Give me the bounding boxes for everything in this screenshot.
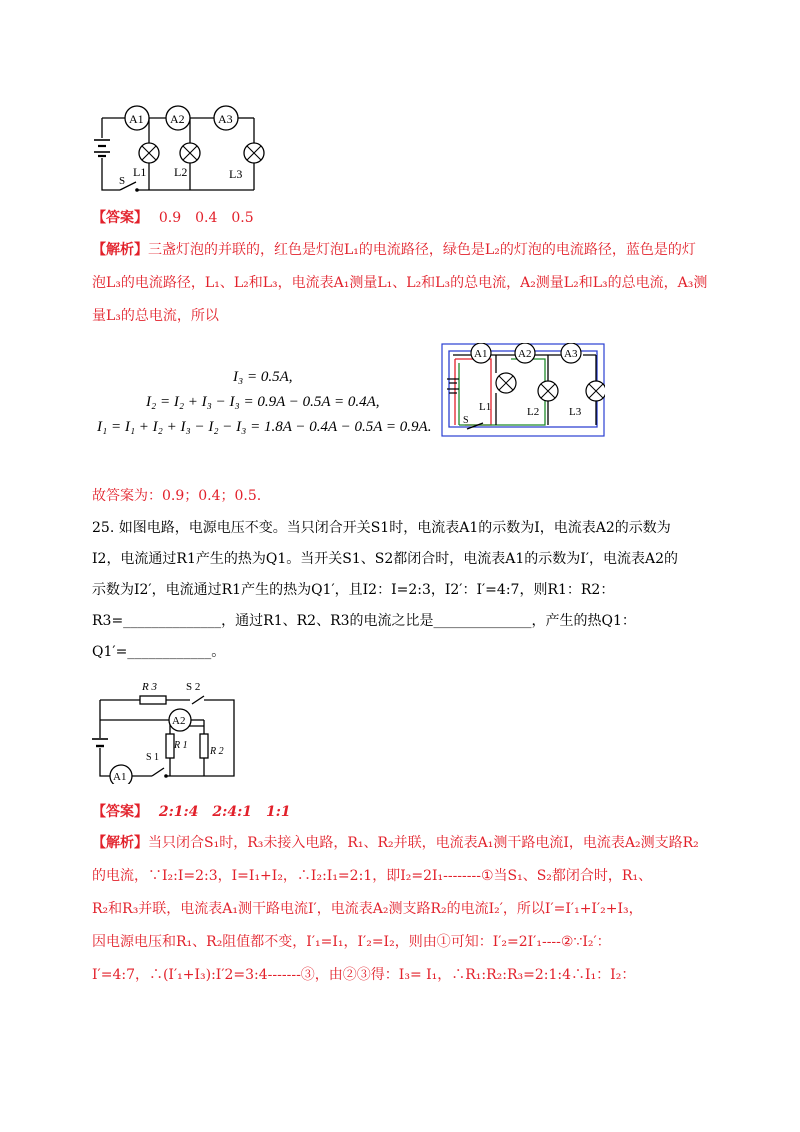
question-25-line-5: Q1′=____________。 bbox=[92, 644, 226, 660]
colored-a1-label: A1 bbox=[474, 348, 488, 360]
equation-1: I₃ = 0.5A, bbox=[233, 369, 293, 385]
answer-values-2: 2:1:4 2:4:1 1:1 bbox=[158, 804, 291, 820]
question-25-line-4: R3=______________，通过R1、R2、R3的电流之比是______________，产生的热Q1： bbox=[92, 613, 636, 629]
analysis-25-line-3: R₂和R₃并联，电流表A₁测干路电流I′，电流表A₂测支路R₂的电流I₂′，所以I′=I′₁+I′₂+I₃， bbox=[92, 901, 643, 917]
analysis-line-2: 泡L₃的电流路径，L₁、L₂和L₃，电流表A₁测量L₁、L₂和L₃的总电流，A₂测量L₂和L₃的总电流，A₃测 bbox=[92, 275, 708, 291]
colored-l2-label: L2 bbox=[527, 406, 540, 418]
analysis-label-2: 【解析】 bbox=[92, 835, 148, 851]
r1-label: R 1 bbox=[174, 740, 188, 751]
a2-label: A2 bbox=[172, 715, 186, 727]
analysis-25-line-5: I′=4:7，∴(I′₁+I₃):I′2=3:4-------③，由②③得：I₃= I₁，∴R₁:R₂:R₃=2:1:4∴I₁：I₂： bbox=[92, 967, 636, 983]
answer-values-1: 0.9 0.4 0.5 bbox=[158, 210, 254, 226]
question-25-line-3: 示数为I2′，电流通过R1产生的热为Q1′，且I2：I=2:3，I2′：I′=4:7，则R1：R2： bbox=[92, 582, 615, 598]
colored-a3-label: A3 bbox=[564, 348, 578, 360]
ammeter-a1-label: A1 bbox=[129, 112, 144, 126]
analysis-25-line-2: 的电流，∵I₂:I=2:3，I=I₁+I₂，∴I₂:I₁=2:1，即I₂=2I₁--------①当S₁、S₂都闭合时，R₁、 bbox=[92, 868, 653, 884]
colored-l1-label: L1 bbox=[479, 401, 492, 413]
switch-s-label: S bbox=[119, 175, 126, 187]
analysis-line-1: 三盏灯泡的并联的，红色是灯泡L₁的电流路径，绿色是L₂的灯泡的电流路径，蓝色是的灯 bbox=[148, 242, 696, 258]
circuit-diagram-1 bbox=[92, 98, 272, 198]
analysis-25-line-1: 当只闭合S₁时，R₃未接入电路，R₁、R₂并联，电流表A₁测干路电流I，电流表A₂测支路R₂ bbox=[148, 835, 699, 851]
s2-label: S 2 bbox=[186, 681, 201, 693]
colored-s-label: S bbox=[463, 415, 469, 426]
lamp-l2-label: L2 bbox=[174, 165, 188, 179]
conclusion-line: 故答案为：0.9；0.4；0.5. bbox=[92, 488, 262, 504]
question-25-line-2: I2，电流通过R1产生的热为Q1。当开关S1、S2都闭合时，电流表A1的示数为I′，电流表A2的 bbox=[92, 551, 679, 567]
circuit-diagram-2 bbox=[92, 676, 242, 784]
lamp-l1-label: L1 bbox=[133, 165, 147, 179]
question-25-line-1: 25. 如图电路，电源电压不变。当只闭合开关S1时，电流表A1的示数为I，电流表A2的示数为 bbox=[92, 520, 671, 536]
lamp-l3-label: L3 bbox=[229, 167, 243, 181]
colored-a2-label: A2 bbox=[518, 348, 532, 360]
circuit-diagram-colored bbox=[441, 343, 605, 437]
equation-2: I₂ = I₂ + I₃ − I₃ = 0.9A − 0.5A = 0.4A, bbox=[146, 394, 380, 410]
equation-3: I₁ = I₁ + I₂ + I₃ − I₂ − I₃ = 1.8A − 0.4A − 0.5A = 0.9A. bbox=[97, 419, 432, 435]
ammeter-a3-label: A3 bbox=[218, 112, 233, 126]
r2-label: R 2 bbox=[210, 746, 224, 757]
ammeter-a2-label: A2 bbox=[170, 112, 185, 126]
answer-label-1: 【答案】 bbox=[92, 210, 148, 226]
answer-label-2: 【答案】 bbox=[92, 804, 148, 820]
analysis-label-1: 【解析】 bbox=[92, 242, 148, 258]
analysis-line-3: 量L₃的总电流，所以 bbox=[92, 308, 219, 324]
analysis-25-line-4: 因电源电压和R₁、R₂阻值都不变，I′₁=I₁，I′₂=I₂，则由①可知：I′₂=2I′₁----②∵I₂′： bbox=[92, 934, 611, 950]
colored-l3-label: L3 bbox=[569, 406, 582, 418]
a1-label: A1 bbox=[113, 771, 127, 783]
r3-label: R 3 bbox=[142, 681, 157, 693]
s1-label: S 1 bbox=[146, 752, 160, 763]
